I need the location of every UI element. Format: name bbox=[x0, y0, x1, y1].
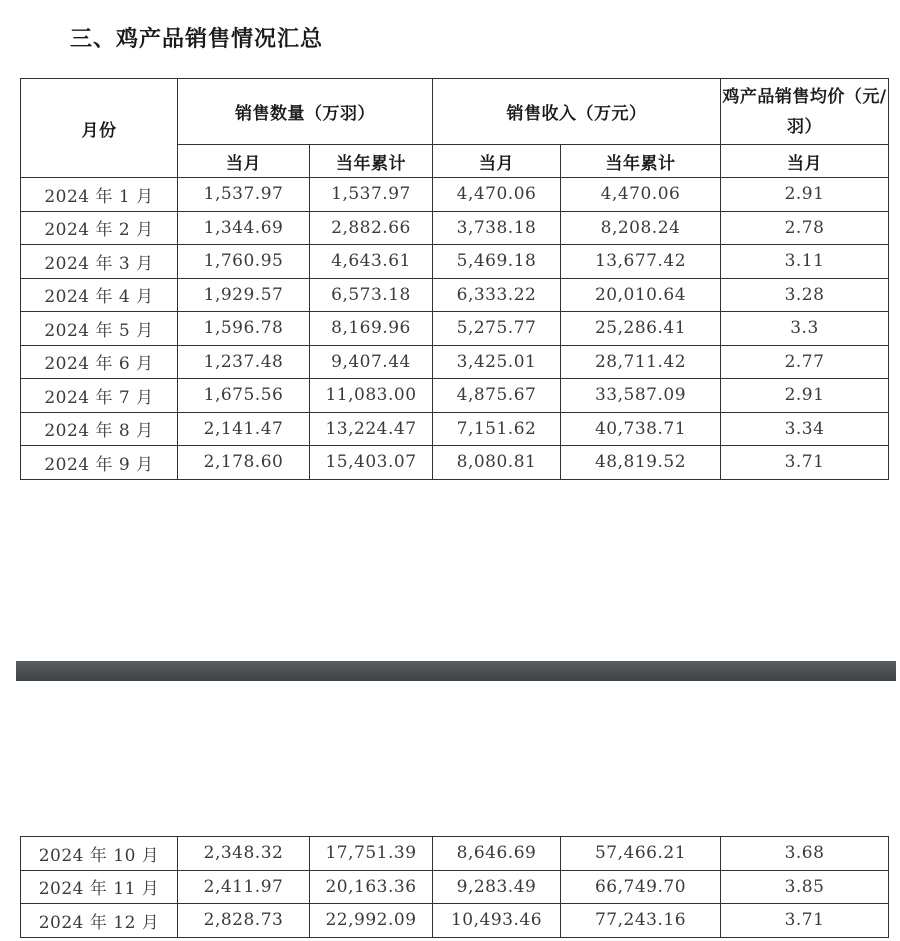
cell-quantity-month: 1,929.57 bbox=[178, 278, 310, 312]
cell-quantity-ytd: 6,573.18 bbox=[310, 278, 433, 312]
cell-revenue-ytd: 4,470.06 bbox=[561, 178, 721, 212]
cell-quantity-month: 1,537.97 bbox=[178, 178, 310, 212]
subheader-revenue-ytd: 当年累计 bbox=[561, 145, 721, 178]
cell-price-month: 2.78 bbox=[721, 211, 889, 245]
page-divider bbox=[16, 661, 896, 681]
subheader-revenue-month: 当月 bbox=[433, 145, 561, 178]
cell-revenue-month: 5,275.77 bbox=[433, 312, 561, 346]
cell-price-month: 3.28 bbox=[721, 278, 889, 312]
table-row bbox=[21, 178, 889, 212]
header-month: 月份 bbox=[21, 79, 178, 178]
cell-price-month: 3.71 bbox=[721, 446, 889, 480]
cell-month: 2024 年 4 月 bbox=[21, 278, 178, 312]
cell-quantity-month: 2,348.32 bbox=[178, 837, 310, 871]
cell-revenue-ytd: 57,466.21 bbox=[561, 837, 721, 871]
cell-month: 2024 年 3 月 bbox=[21, 245, 178, 279]
table-row bbox=[21, 345, 889, 379]
cell-month: 2024 年 9 月 bbox=[21, 446, 178, 480]
cell-price-month: 2.77 bbox=[721, 345, 889, 379]
cell-month: 2024 年 11 月 bbox=[21, 870, 178, 904]
table-row bbox=[21, 870, 889, 904]
cell-revenue-ytd: 48,819.52 bbox=[561, 446, 721, 480]
cell-price-month: 3.71 bbox=[721, 904, 889, 938]
cell-month: 2024 年 5 月 bbox=[21, 312, 178, 346]
cell-revenue-ytd: 66,749.70 bbox=[561, 870, 721, 904]
cell-quantity-month: 1,596.78 bbox=[178, 312, 310, 346]
subheader-quantity-month: 当月 bbox=[178, 145, 310, 178]
cell-quantity-ytd: 22,992.09 bbox=[310, 904, 433, 938]
cell-revenue-month: 5,469.18 bbox=[433, 245, 561, 279]
cell-month: 2024 年 7 月 bbox=[21, 379, 178, 413]
cell-quantity-ytd: 13,224.47 bbox=[310, 412, 433, 446]
table-row bbox=[21, 211, 889, 245]
table-row bbox=[21, 837, 889, 871]
cell-revenue-month: 10,493.46 bbox=[433, 904, 561, 938]
cell-quantity-ytd: 8,169.96 bbox=[310, 312, 433, 346]
cell-revenue-ytd: 20,010.64 bbox=[561, 278, 721, 312]
cell-price-month: 2.91 bbox=[721, 379, 889, 413]
table-row bbox=[21, 245, 889, 279]
sales-table-bottom bbox=[20, 836, 889, 938]
table-row bbox=[21, 312, 889, 346]
subheader-price-month: 当月 bbox=[721, 145, 889, 178]
cell-quantity-ytd: 4,643.61 bbox=[310, 245, 433, 279]
header-quantity: 销售数量（万羽） bbox=[178, 79, 433, 145]
cell-revenue-month: 9,283.49 bbox=[433, 870, 561, 904]
cell-quantity-month: 2,411.97 bbox=[178, 870, 310, 904]
table-row bbox=[21, 904, 889, 938]
cell-price-month: 3.11 bbox=[721, 245, 889, 279]
cell-month: 2024 年 1 月 bbox=[21, 178, 178, 212]
cell-quantity-month: 1,237.48 bbox=[178, 345, 310, 379]
cell-price-month: 2.91 bbox=[721, 178, 889, 212]
cell-price-month: 3.68 bbox=[721, 837, 889, 871]
table-row bbox=[21, 446, 889, 480]
header-revenue: 销售收入（万元） bbox=[433, 79, 721, 145]
cell-revenue-ytd: 25,286.41 bbox=[561, 312, 721, 346]
page-title: 三、鸡产品销售情况汇总 bbox=[70, 27, 324, 52]
cell-revenue-month: 3,738.18 bbox=[433, 211, 561, 245]
cell-revenue-month: 4,470.06 bbox=[433, 178, 561, 212]
cell-month: 2024 年 6 月 bbox=[21, 345, 178, 379]
cell-revenue-month: 4,875.67 bbox=[433, 379, 561, 413]
sales-table-top bbox=[20, 78, 889, 480]
cell-quantity-ytd: 2,882.66 bbox=[310, 211, 433, 245]
cell-quantity-month: 2,178.60 bbox=[178, 446, 310, 480]
cell-revenue-ytd: 13,677.42 bbox=[561, 245, 721, 279]
header-avg-price: 鸡产品销售均价（元/羽） bbox=[721, 79, 889, 145]
cell-quantity-month: 1,344.69 bbox=[178, 211, 310, 245]
table-row bbox=[21, 412, 889, 446]
cell-revenue-month: 3,425.01 bbox=[433, 345, 561, 379]
cell-revenue-ytd: 28,711.42 bbox=[561, 345, 721, 379]
cell-revenue-ytd: 33,587.09 bbox=[561, 379, 721, 413]
cell-quantity-month: 2,141.47 bbox=[178, 412, 310, 446]
cell-quantity-month: 1,760.95 bbox=[178, 245, 310, 279]
cell-quantity-ytd: 17,751.39 bbox=[310, 837, 433, 871]
cell-price-month: 3.34 bbox=[721, 412, 889, 446]
cell-revenue-month: 7,151.62 bbox=[433, 412, 561, 446]
cell-revenue-ytd: 40,738.71 bbox=[561, 412, 721, 446]
cell-revenue-month: 8,646.69 bbox=[433, 837, 561, 871]
cell-month: 2024 年 8 月 bbox=[21, 412, 178, 446]
subheader-quantity-ytd: 当年累计 bbox=[310, 145, 433, 178]
cell-quantity-ytd: 9,407.44 bbox=[310, 345, 433, 379]
cell-revenue-month: 8,080.81 bbox=[433, 446, 561, 480]
cell-quantity-ytd: 11,083.00 bbox=[310, 379, 433, 413]
cell-quantity-month: 2,828.73 bbox=[178, 904, 310, 938]
cell-revenue-ytd: 77,243.16 bbox=[561, 904, 721, 938]
cell-price-month: 3.85 bbox=[721, 870, 889, 904]
cell-quantity-ytd: 20,163.36 bbox=[310, 870, 433, 904]
cell-month: 2024 年 12 月 bbox=[21, 904, 178, 938]
cell-quantity-ytd: 1,537.97 bbox=[310, 178, 433, 212]
table-row bbox=[21, 278, 889, 312]
cell-revenue-month: 6,333.22 bbox=[433, 278, 561, 312]
cell-quantity-month: 1,675.56 bbox=[178, 379, 310, 413]
cell-month: 2024 年 2 月 bbox=[21, 211, 178, 245]
cell-price-month: 3.3 bbox=[721, 312, 889, 346]
cell-month: 2024 年 10 月 bbox=[21, 837, 178, 871]
table-row bbox=[21, 379, 889, 413]
cell-revenue-ytd: 8,208.24 bbox=[561, 211, 721, 245]
cell-quantity-ytd: 15,403.07 bbox=[310, 446, 433, 480]
